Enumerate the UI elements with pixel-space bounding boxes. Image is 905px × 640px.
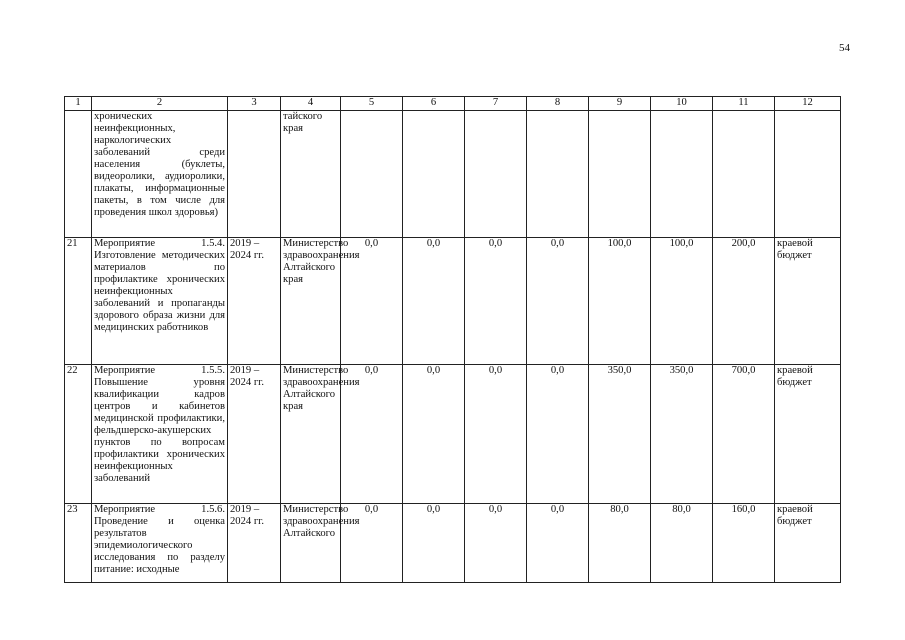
value-cell: 0,0	[341, 238, 403, 365]
period-cell: 2019 – 2024 гг.	[228, 238, 281, 365]
value-cell: 0,0	[465, 238, 527, 365]
description-cell: Мероприятие 1.5.4. Изготовление методических материалов по профилактике хронических неинфекционных заболеваний и пропаганды здорового образа жизни для медицинских работников	[92, 238, 228, 365]
budget-table	[64, 96, 841, 583]
header-cell: 12	[775, 97, 841, 111]
source-cell: краевой бюджет	[775, 504, 841, 583]
value-cell: 0,0	[403, 504, 465, 583]
header-cell: 11	[713, 97, 775, 111]
description-cell: Мероприятие 1.5.5. Повышение уровня квалификации кадров центров и кабинетов медицинской профилактики, фельдшерско-акушерских пунктов по вопросам профилактики хронических неинфекционных заболеваний	[92, 365, 228, 504]
row-number-cell	[65, 111, 92, 238]
value-cell: 100,0	[589, 238, 651, 365]
value-cell	[341, 111, 403, 238]
source-cell	[775, 111, 841, 238]
header-cell: 7	[465, 97, 527, 111]
value-cell	[713, 111, 775, 238]
header-cell: 9	[589, 97, 651, 111]
value-cell: 160,0	[713, 504, 775, 583]
header-cell: 2	[92, 97, 228, 111]
value-cell: 0,0	[403, 365, 465, 504]
value-cell: 80,0	[651, 504, 713, 583]
value-cell: 0,0	[465, 504, 527, 583]
row-number-cell: 22	[65, 365, 92, 504]
header-cell: 5	[341, 97, 403, 111]
period-cell: 2019 – 2024 гг.	[228, 365, 281, 504]
value-cell: 100,0	[651, 238, 713, 365]
value-cell: 0,0	[341, 365, 403, 504]
period-cell	[228, 111, 281, 238]
row-number-cell: 23	[65, 504, 92, 583]
value-cell: 0,0	[527, 504, 589, 583]
source-cell: краевой бюджет	[775, 365, 841, 504]
value-cell	[465, 111, 527, 238]
header-cell: 8	[527, 97, 589, 111]
value-cell: 200,0	[713, 238, 775, 365]
executor-cell: тайского края	[281, 111, 341, 238]
value-cell	[403, 111, 465, 238]
header-cell: 10	[651, 97, 713, 111]
value-cell: 0,0	[465, 365, 527, 504]
value-cell	[589, 111, 651, 238]
executor-cell: Министерство здравоохранения Алтайского края	[281, 238, 341, 365]
header-cell: 4	[281, 97, 341, 111]
executor-cell: Министерство здравоохранения Алтайского края	[281, 365, 341, 504]
table-row-continuation	[65, 111, 841, 238]
page-number: 54	[839, 42, 850, 54]
value-cell: 0,0	[403, 238, 465, 365]
value-cell	[527, 111, 589, 238]
value-cell: 700,0	[713, 365, 775, 504]
description-cell: Мероприятие 1.5.6. Проведение и оценка результатов эпидемиологического исследования по разделу питание: исходные	[92, 504, 228, 583]
row-number-cell: 21	[65, 238, 92, 365]
executor-cell: Министерство здравоохранения Алтайского	[281, 504, 341, 583]
value-cell: 350,0	[651, 365, 713, 504]
value-cell: 0,0	[527, 365, 589, 504]
table-row	[65, 365, 841, 504]
value-cell: 350,0	[589, 365, 651, 504]
source-cell: краевой бюджет	[775, 238, 841, 365]
value-cell: 80,0	[589, 504, 651, 583]
value-cell: 0,0	[341, 504, 403, 583]
header-row	[65, 97, 841, 111]
value-cell	[651, 111, 713, 238]
description-cell: хронических неинфекционных, наркологических заболеваний среди населения (буклеты, видеоролики, аудиоролики, плакаты, информационные пакеты, в том числе для проведения школ здоровья)	[92, 111, 228, 238]
table-row	[65, 238, 841, 365]
period-cell: 2019 – 2024 гг.	[228, 504, 281, 583]
header-cell: 1	[65, 97, 92, 111]
value-cell: 0,0	[527, 238, 589, 365]
header-cell: 3	[228, 97, 281, 111]
header-cell: 6	[403, 97, 465, 111]
table-row	[65, 504, 841, 583]
